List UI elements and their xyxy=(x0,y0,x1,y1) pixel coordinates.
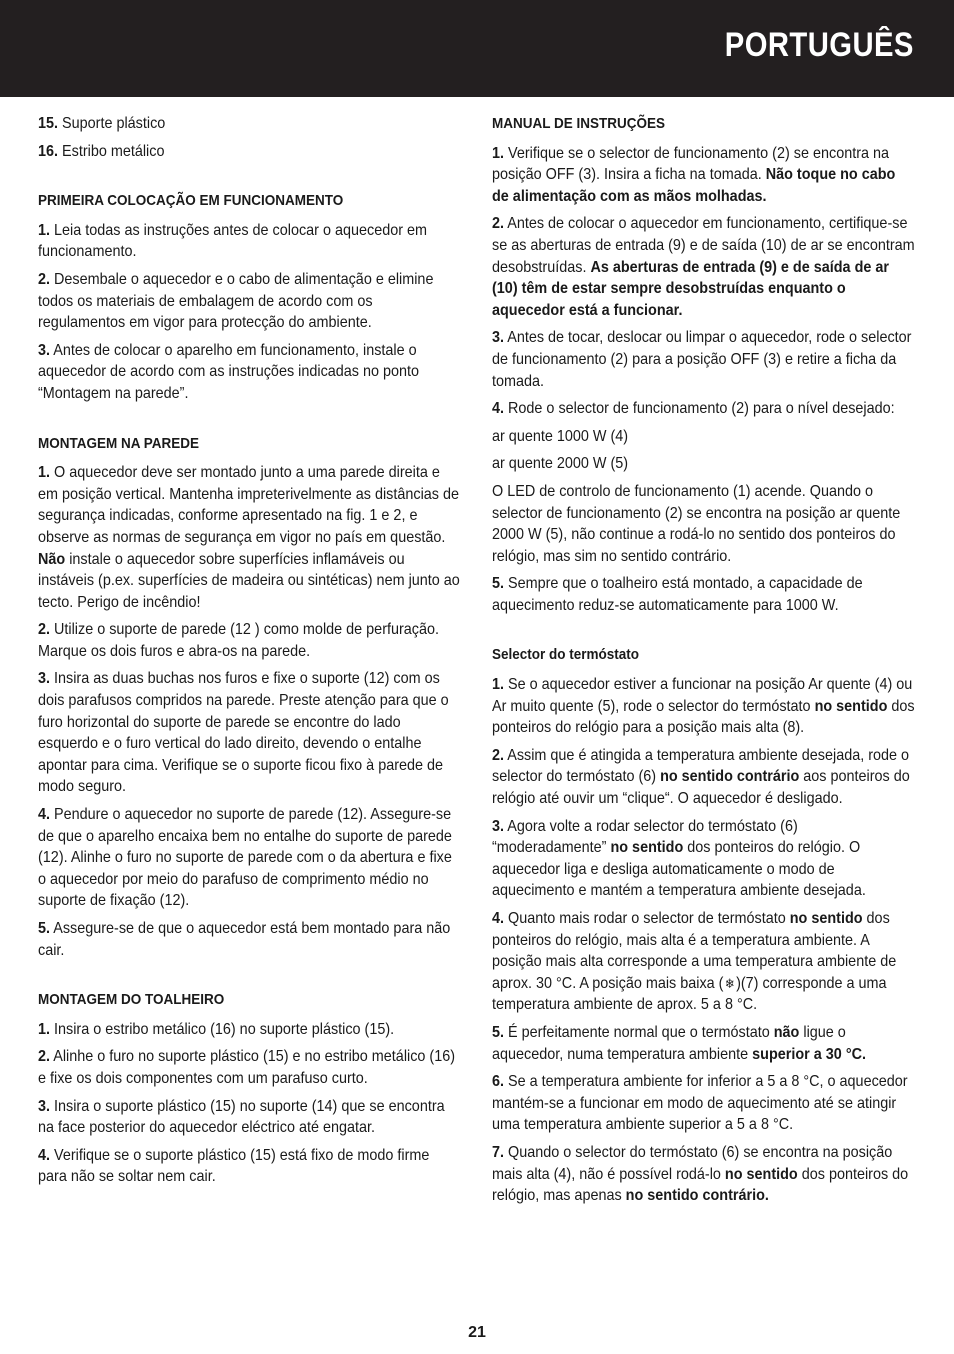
paragraph: 4. Quanto mais rodar o selector de termóstato no sentido dos ponteiros do relógio, mais alta é a temperatura ambiente. A posição mais alta corresponde a uma temperatura ambiente de aprox. 30 °C. A posição mais baixa (❄)(7) corresponde a uma temperatura ambiente de aprox. 5 a 8 °C. xyxy=(492,910,897,1014)
section-heading: MONTAGEM DO TOALHEIRO xyxy=(38,991,225,1009)
paragraph: 7. Quando o selector do termóstato (6) se encontra na posição mais alta (4), não é possível rodá-lo no sentido dos ponteiros do relógio, mas apenas no sentido contrário. xyxy=(492,1143,909,1205)
paragraph: 3. Antes de tocar, deslocar ou limpar o aquecedor, rode o selector de funcionamento (2) para a posição OFF (3) e retire a ficha da tomada. xyxy=(492,329,912,390)
section-heading: Selector do termóstato xyxy=(492,646,640,664)
page-number: 21 xyxy=(468,1324,486,1341)
part-item: 15. Suporte plástico xyxy=(38,115,166,132)
paragraph: 3. Insira as duas buchas nos furos e fixe o suporte (12) com os dois parafusos compridos na parede. Preste atenção para que o furo horizontal do suporte de parede se encontre do lado esquerdo e o furo vertical do lado direito, devendo o entalhe apontar para cima. Verifique se o suporte ficou fixo à parede de modo seguro. xyxy=(38,670,449,796)
paragraph: 2. Antes de colocar o aquecedor em funcionamento, certifique-se se as aberturas de entrada (9) e de saída (10) de ar se encontram desobstruídas. As aberturas de entrada (9) e de saída de ar (10) têm de estar sempre desobstruídas enquanto o aquecedor está a funcionar. xyxy=(492,215,915,319)
paragraph: 3. Antes de colocar o aparelho em funcionamento, instale o aquecedor de acordo com as instruções indicadas no ponto “Montagem na parede”. xyxy=(38,341,420,402)
paragraph: 1. Leia todas as instruções antes de colocar o aquecedor em funcionamento. xyxy=(38,221,428,261)
paragraph: 5. Sempre que o toalheiro está montado, a capacidade de aquecimento reduz-se automaticamente para 1000 W. xyxy=(492,575,863,614)
level-option: ar quente 1000 W (4) xyxy=(492,427,629,445)
left-column xyxy=(38,113,462,1194)
right-column xyxy=(492,113,916,1213)
paragraph: 1. Insira o estribo metálico (16) no suporte plástico (15). xyxy=(38,1020,395,1038)
section-heading: MANUAL DE INSTRUÇÕES xyxy=(492,115,666,132)
paragraph: 6. Se a temperatura ambiente for inferior a 5 a 8 °C, o aquecedor mantém-se a funcionar em modo de aquecimento até se atingir uma temperatura ambiente superior a 5 a 8 °C. xyxy=(492,1073,908,1134)
paragraph: 2. Alinhe o furo no suporte plástico (15) e no estribo metálico (16) e fixe os dois componentes com um parafuso curto. xyxy=(38,1048,456,1087)
paragraph: O LED de controlo de funcionamento (1) acende. Quando o selector de funcionamento (2) se encontra na posição ar quente 2000 W (5), não continue a rodá-lo no sentido dos ponteiros do relógio, mas sim no sentido contrário. xyxy=(492,482,901,565)
paragraph: 1. Verifique se o selector de funcionamento (2) se encontra na posição OFF (3). Insira a ficha na tomada. Não toque no cabo de alimentação com as mãos molhadas. xyxy=(492,144,896,205)
paragraph: 3. Insira o suporte plástico (15) no suporte (14) que se encontra na face posterior do aquecedor eléctrico até engatar. xyxy=(38,1097,445,1137)
page-header xyxy=(0,0,954,97)
level-option: ar quente 2000 W (5) xyxy=(492,455,629,473)
language-title: PORTUGUÊS xyxy=(724,26,914,64)
paragraph: 5. Assegure-se de que o aquecedor está bem montado para não cair. xyxy=(38,920,451,959)
paragraph: 4. Verifique se o suporte plástico (15) está fixo de modo firme para não se soltar nem cair. xyxy=(38,1146,430,1186)
paragraph: 2. Assim que é atingida a temperatura ambiente desejada, rode o selector do termóstato (6) no sentido contrário aos ponteiros do relógio até ouvir um “clique“. O aquecedor é desligado. xyxy=(492,746,910,808)
paragraph: 2. Desembale o aquecedor e o cabo de alimentação e elimine todos os materiais de embalagem de acordo com os regulamentos em vigor para protecção do ambiente. xyxy=(38,270,434,332)
part-item: 16. Estribo metálico xyxy=(38,142,165,160)
paragraph: 3. Agora volte a rodar selector do termóstato (6) “moderadamente” no sentido dos ponteiros do relógio. O aquecedor liga e desliga automaticamente o modo de aquecimento e mantém a temperatura ambiente desejada. xyxy=(492,817,866,900)
section-heading: PRIMEIRA COLOCAÇÃO EM FUNCIONAMENTO xyxy=(38,192,344,210)
paragraph: 1. O aquecedor deve ser montado junto a uma parede direita e em posição vertical. Mantenha impreterivelmente as distâncias de segurança indicadas, conforme apresentado na fig. 1 e 2, e observe as normas de segurança em vigor no país em questão. Não instale o aquecedor sobre superfícies inflamáveis ou instáveis (p.ex. superfícies de madeira ou sintéticas) nem junto ao tecto. Perigo de incêndio! xyxy=(38,464,460,611)
snowflake-icon: ❄ xyxy=(724,975,735,991)
paragraph: 4. Rode o selector de funcionamento (2) para o nível desejado: xyxy=(492,400,895,418)
paragraph: 5. É perfeitamente normal que o termóstato não ligue o aquecedor, numa temperatura ambiente superior a 30 °C. xyxy=(492,1023,866,1063)
paragraph: 2. Utilize o suporte de parede (12 ) como molde de perfuração. Marque os dois furos e abra-os na parede. xyxy=(38,621,440,660)
paragraph: 4. Pendure o aquecedor no suporte de parede (12). Assegure-se de que o aparelho encaixa bem no entalhe do suporte de parede (12). Alinhe o furo no suporte de parede com o da abertura e fixe o aquecedor por meio do parafuso de comprimento médio no suporte de fixação (12). xyxy=(38,806,452,910)
paragraph: 1. Se o aquecedor estiver a funcionar na posição Ar quente (4) ou Ar muito quente (5), rode o selector do termóstato no sentido dos ponteiros do relógio para a posição mais alta (8). xyxy=(492,676,915,737)
section-heading: MONTAGEM NA PAREDE xyxy=(38,434,200,452)
